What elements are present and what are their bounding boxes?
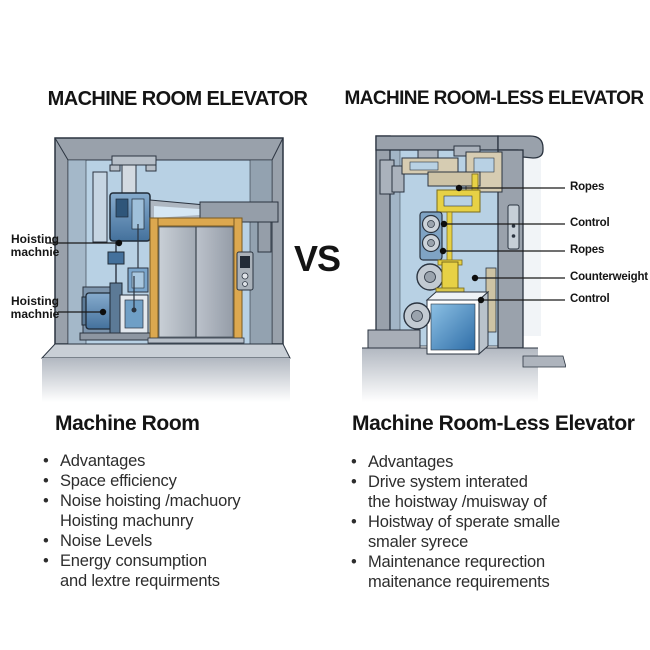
bullet-item: • Space efficiency xyxy=(43,471,323,491)
bullet-item: • Drive system interated the hoistway /muisway of xyxy=(351,472,643,512)
bullet-item: • Noise hoisting /machuory Hoisting machunry xyxy=(43,491,323,531)
pulley-assembly xyxy=(417,212,443,290)
right-bullet-list xyxy=(351,452,643,592)
label-ropes-1: Ropes xyxy=(570,181,605,193)
bullet-item: • Advantages xyxy=(351,452,643,472)
bullet-item: • Energy consumption and lextre requirments xyxy=(43,551,323,591)
leader-dot xyxy=(100,309,106,315)
bullet-item: • Maintenance requrection maitenance requirements xyxy=(351,552,643,592)
machine-room-elevator-diagram xyxy=(36,126,292,402)
left-diagram-title: MACHINE ROOM ELEVATOR xyxy=(47,88,308,110)
floor-base xyxy=(42,344,290,402)
leader-dot xyxy=(472,275,478,281)
label-counterweight: Counterweight xyxy=(570,271,648,283)
bullet-item: • Hoistway of sperate smalle smaler syrece xyxy=(351,512,643,552)
label-control-2: Control xyxy=(570,293,610,305)
pulley-hub xyxy=(412,311,423,322)
left-section-heading: Machine Room xyxy=(55,412,200,435)
right-section-heading: Machine Room-Less Elevator xyxy=(352,412,635,435)
leader-dot xyxy=(441,221,447,227)
left-bullet-list xyxy=(43,451,323,591)
leader-dot xyxy=(116,240,122,246)
leader-dot xyxy=(478,297,484,303)
machine-room-less-elevator-diagram xyxy=(358,126,566,402)
label-ropes-2: Ropes xyxy=(570,244,605,256)
label-control-1: Control xyxy=(570,217,610,229)
hall-button-panel xyxy=(508,205,519,249)
vs-label: VS xyxy=(293,238,341,279)
right-diagram-title: MACHINE ROOM-LESS ELEVATOR xyxy=(344,88,644,109)
leader-dot xyxy=(440,248,446,254)
elevator-car xyxy=(148,218,244,343)
label-hoisting-machine-1: Hoisting machnie xyxy=(10,232,60,259)
bullet-item: • Noise Levels xyxy=(43,531,323,551)
label-hoisting-machine-2: Hoisting machnie xyxy=(10,294,60,321)
hall-button-panel xyxy=(237,252,253,290)
leader-dot xyxy=(456,185,462,191)
bullet-item: • Advantages xyxy=(43,451,323,471)
